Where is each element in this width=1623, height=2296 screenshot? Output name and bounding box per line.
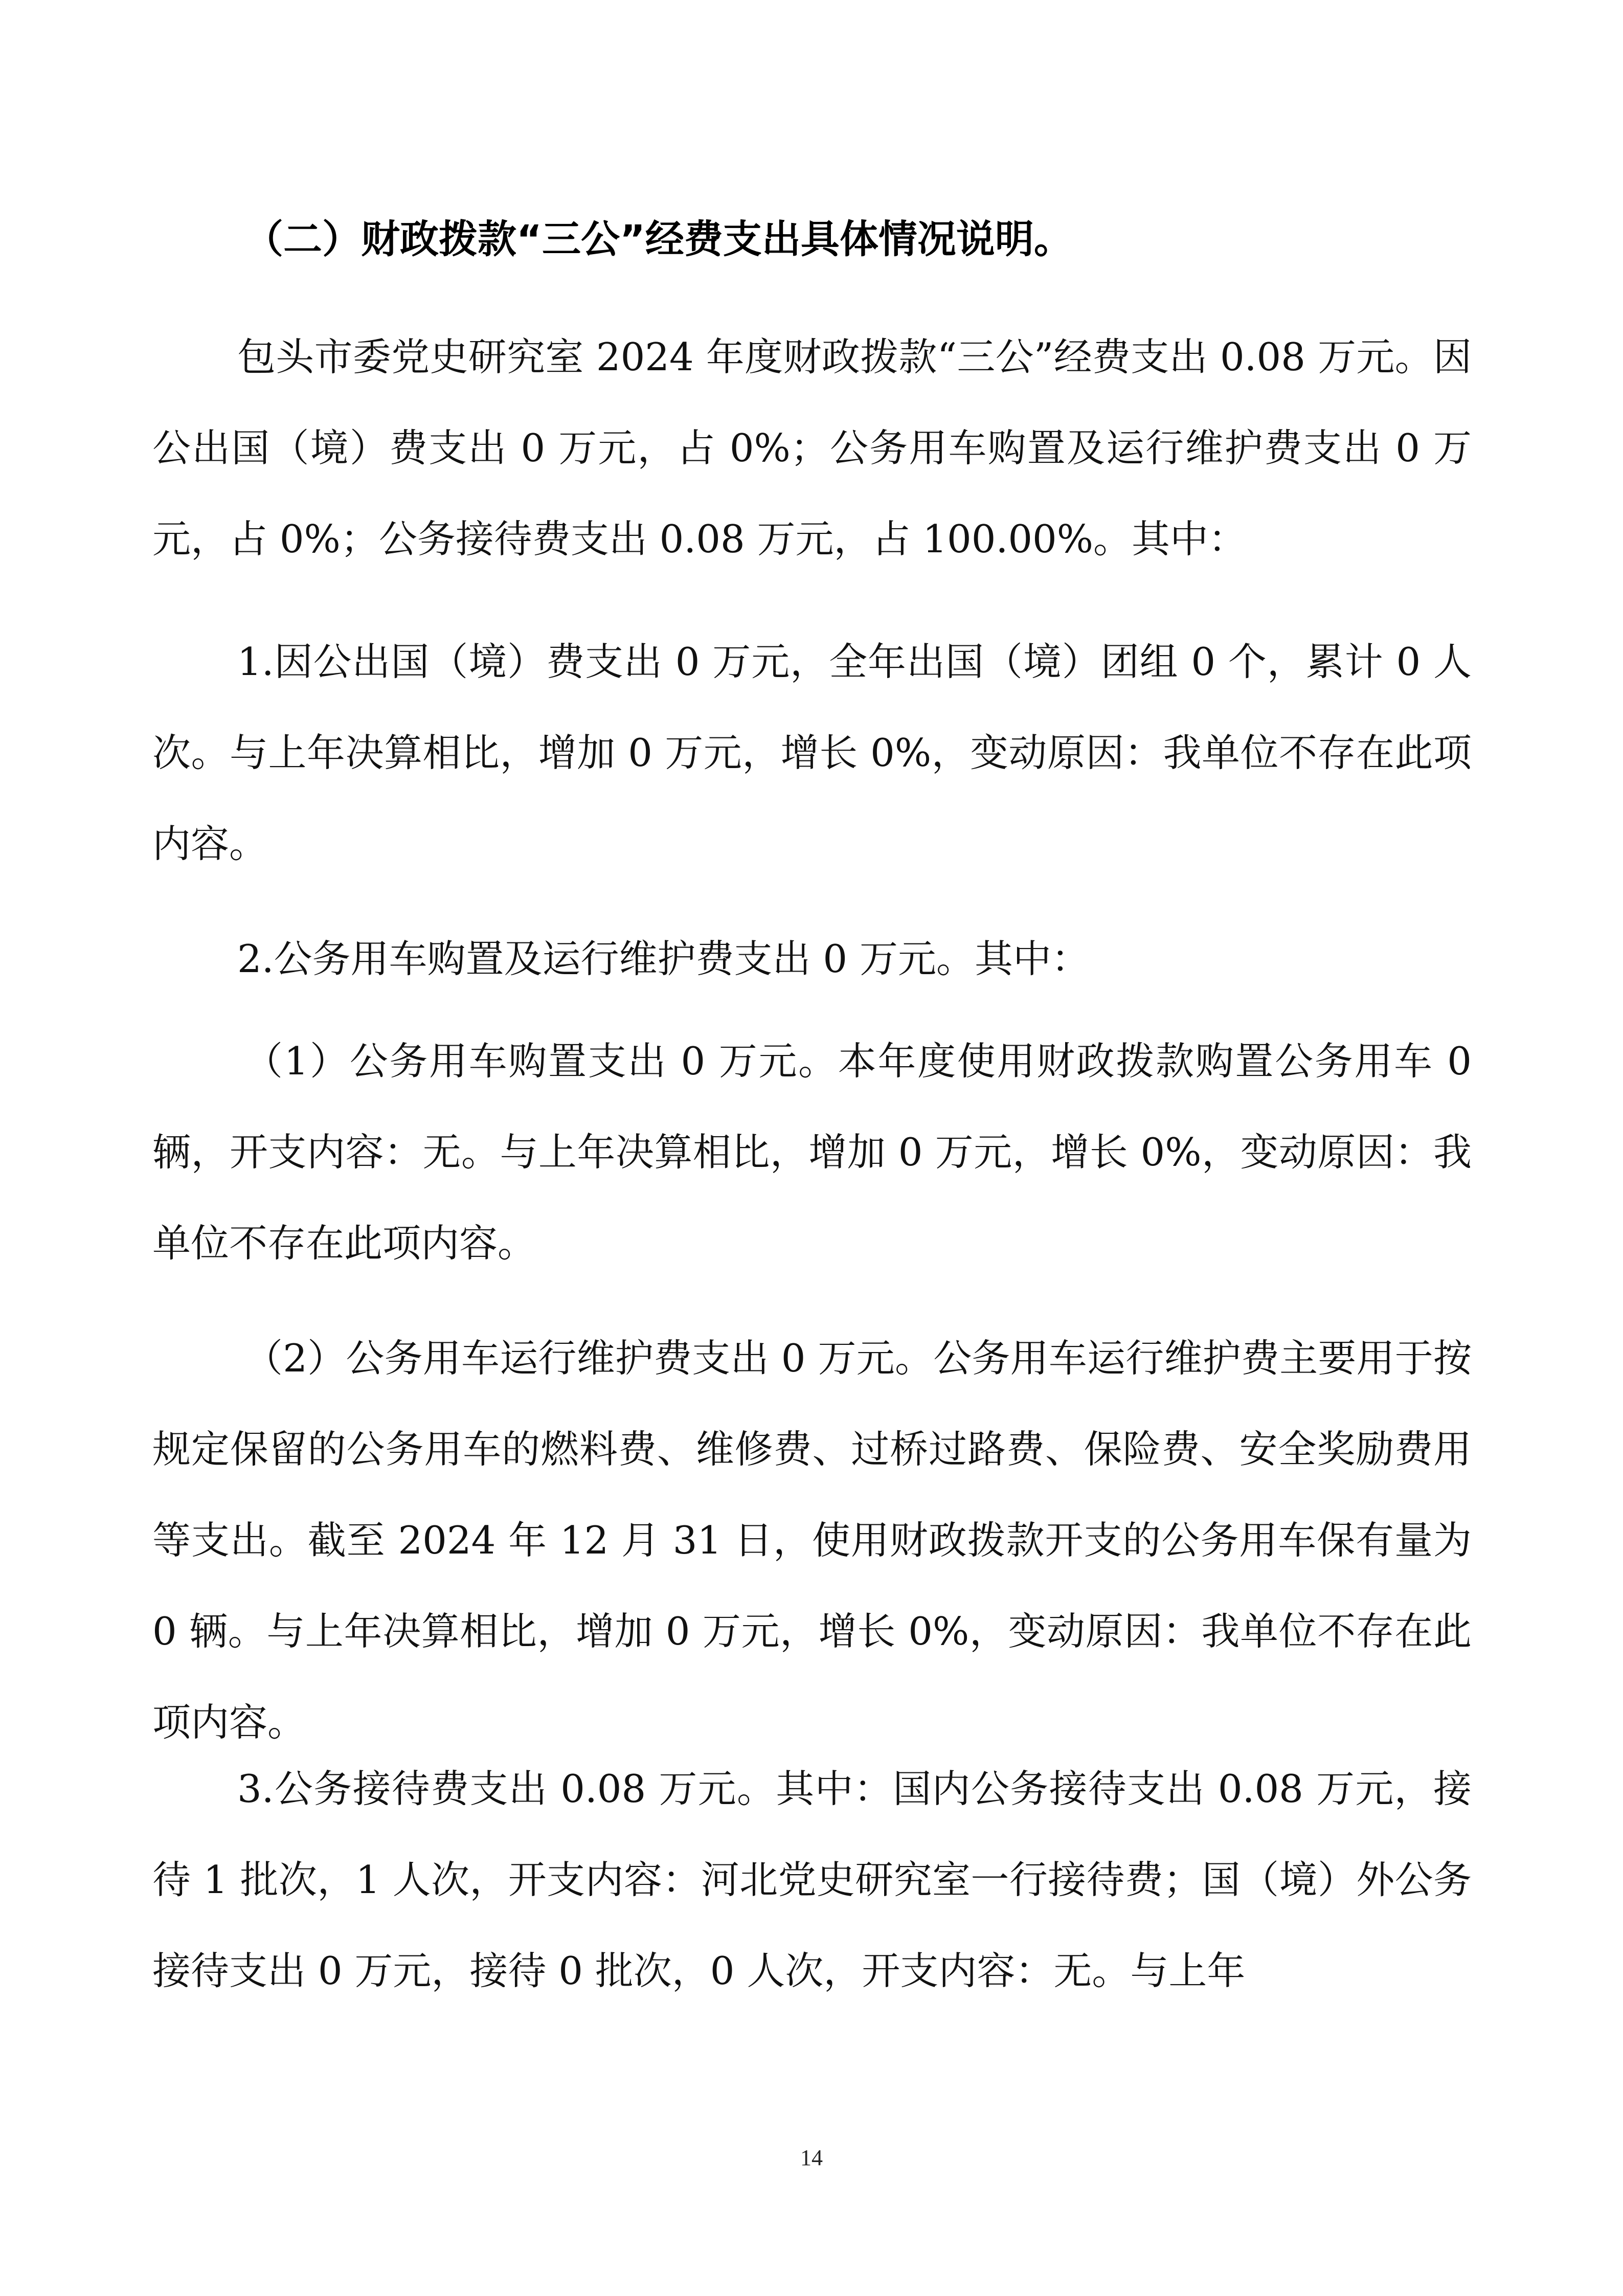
reception-expense-paragraph: 3.公务接待费支出 0.08 万元。其中：国内公务接待支出 0.08 万元，接待 1 批次，1 人次，开支内容：河北党史研究室一行接待费；国（境）外公务接待支出 0 万元，接待 0 批次，0 人次，开支内容：无。与上年	[152, 1766, 1472, 1993]
section-heading: （二）财政拨款“三公”经费支出具体情况说明。	[244, 216, 1073, 262]
vehicle-expense-paragraph: 2.公务用车购置及运行维护费支出 0 万元。其中：	[237, 936, 1090, 981]
page-number: 14	[800, 2145, 823, 2170]
vehicle-maintenance-paragraph: （2）公务用车运行维护费支出 0 万元。公务用车运行维护费主要用于按规定保留的公务用车的燃料费、维修费、过桥过路费、保险费、安全奖励费用等支出。截至 2024 年 12 月 31 日，使用财政拨款开支的公务用车保有量为 0 辆。与上年决算相比，增加 0 万元，增长 0%，变动原因：我单位不存在此项内容。	[152, 1336, 1472, 1745]
overseas-expense-paragraph: 1.因公出国（境）费支出 0 万元，全年出国（境）团组 0 个，累计 0 人次。与上年决算相比，增加 0 万元，增长 0%，变动原因：我单位不存在此项内容。	[152, 639, 1472, 866]
summary-paragraph: 包头市委党史研究室 2024 年度财政拨款“三公”经费支出 0.08 万元。因公出国（境）费支出 0 万元，占 0%；公务用车购置及运行维护费支出 0 万元，占 0%；公务接待费支出 0.08 万元，占 100.00%。其中：	[152, 334, 1472, 561]
vehicle-purchase-paragraph: （1）公务用车购置支出 0 万元。本年度使用财政拨款购置公务用车 0 辆，开支内容：无。与上年决算相比，增加 0 万元，增长 0%，变动原因：我单位不存在此项内容。	[152, 1039, 1472, 1266]
